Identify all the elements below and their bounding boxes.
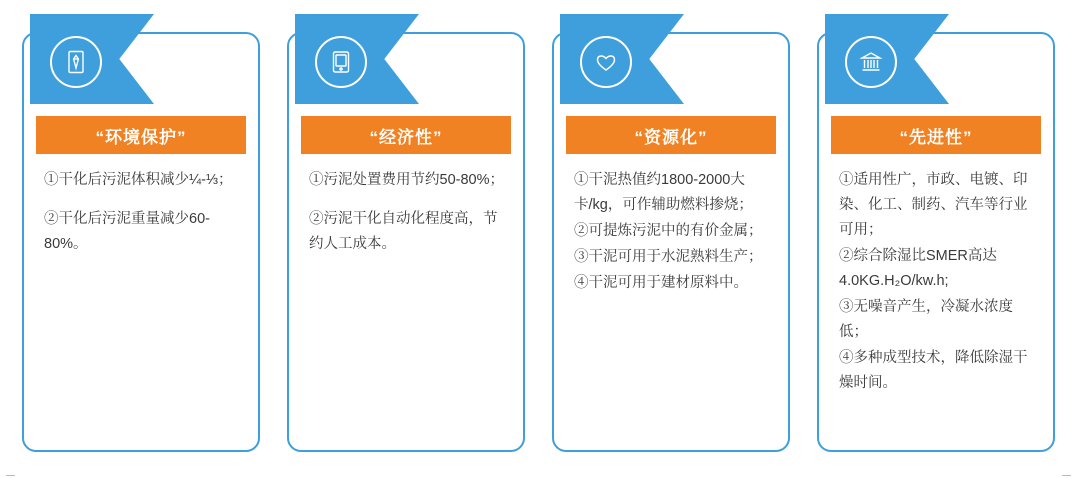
card-paragraph: ②污泥干化自动化程度高，节约人工成本。 bbox=[309, 211, 498, 252]
card-title-bar bbox=[36, 116, 246, 154]
card-resource-utilization bbox=[552, 14, 790, 452]
card-paragraph: ③干泥可用于水泥熟料生产； bbox=[574, 249, 763, 265]
card-paragraph: ②干化后污泥重量减少60-80%。 bbox=[44, 211, 210, 252]
card-paragraph: ④多种成型技术，降低除湿干燥时间。 bbox=[839, 350, 1028, 391]
card-paragraph: ②可提炼污泥中的有价金属； bbox=[574, 223, 763, 239]
card-economy bbox=[287, 14, 525, 452]
card-advancement bbox=[817, 14, 1055, 452]
card-body bbox=[839, 168, 1037, 397]
card-title: “资源化” bbox=[634, 127, 708, 147]
card-paragraph: ①污泥处置费用节约50-80%； bbox=[309, 172, 504, 188]
card-title: “经济性” bbox=[369, 127, 443, 147]
card-body bbox=[574, 168, 772, 297]
card-title-bar bbox=[831, 116, 1041, 154]
card-paragraph: ②综合除湿比SMER高达4.0KG.H₂O/kw.h; bbox=[839, 248, 997, 289]
card-title: “环境保护” bbox=[95, 127, 187, 147]
card-title-bar bbox=[301, 116, 511, 154]
card-paragraph: ③无噪音产生，冷凝水浓度低； bbox=[839, 299, 1013, 340]
bank-building-icon bbox=[845, 36, 897, 88]
card-body bbox=[44, 168, 242, 271]
card-paragraph: ①适用性广，市政、电镀、印染、化工、制药、汽车等行业可用； bbox=[839, 172, 1028, 238]
crop-mark-left bbox=[6, 475, 15, 476]
card-paragraph: ④干泥可用于建材原料中。 bbox=[574, 275, 748, 291]
card-paragraph: ①干化后污泥体积减少¼-⅓； bbox=[44, 172, 233, 188]
tablet-device-icon bbox=[315, 36, 367, 88]
card-body bbox=[309, 168, 507, 271]
card-environmental-protection bbox=[22, 14, 260, 452]
heart-icon bbox=[580, 36, 632, 88]
card-title: “先进性” bbox=[899, 127, 973, 147]
crop-mark-right bbox=[1062, 475, 1071, 476]
card-title-bar bbox=[566, 116, 776, 154]
document-pencil-icon bbox=[50, 36, 102, 88]
card-paragraph: ①干泥热值约1800-2000大卡/kg，可作辅助燃料掺烧； bbox=[574, 172, 753, 213]
